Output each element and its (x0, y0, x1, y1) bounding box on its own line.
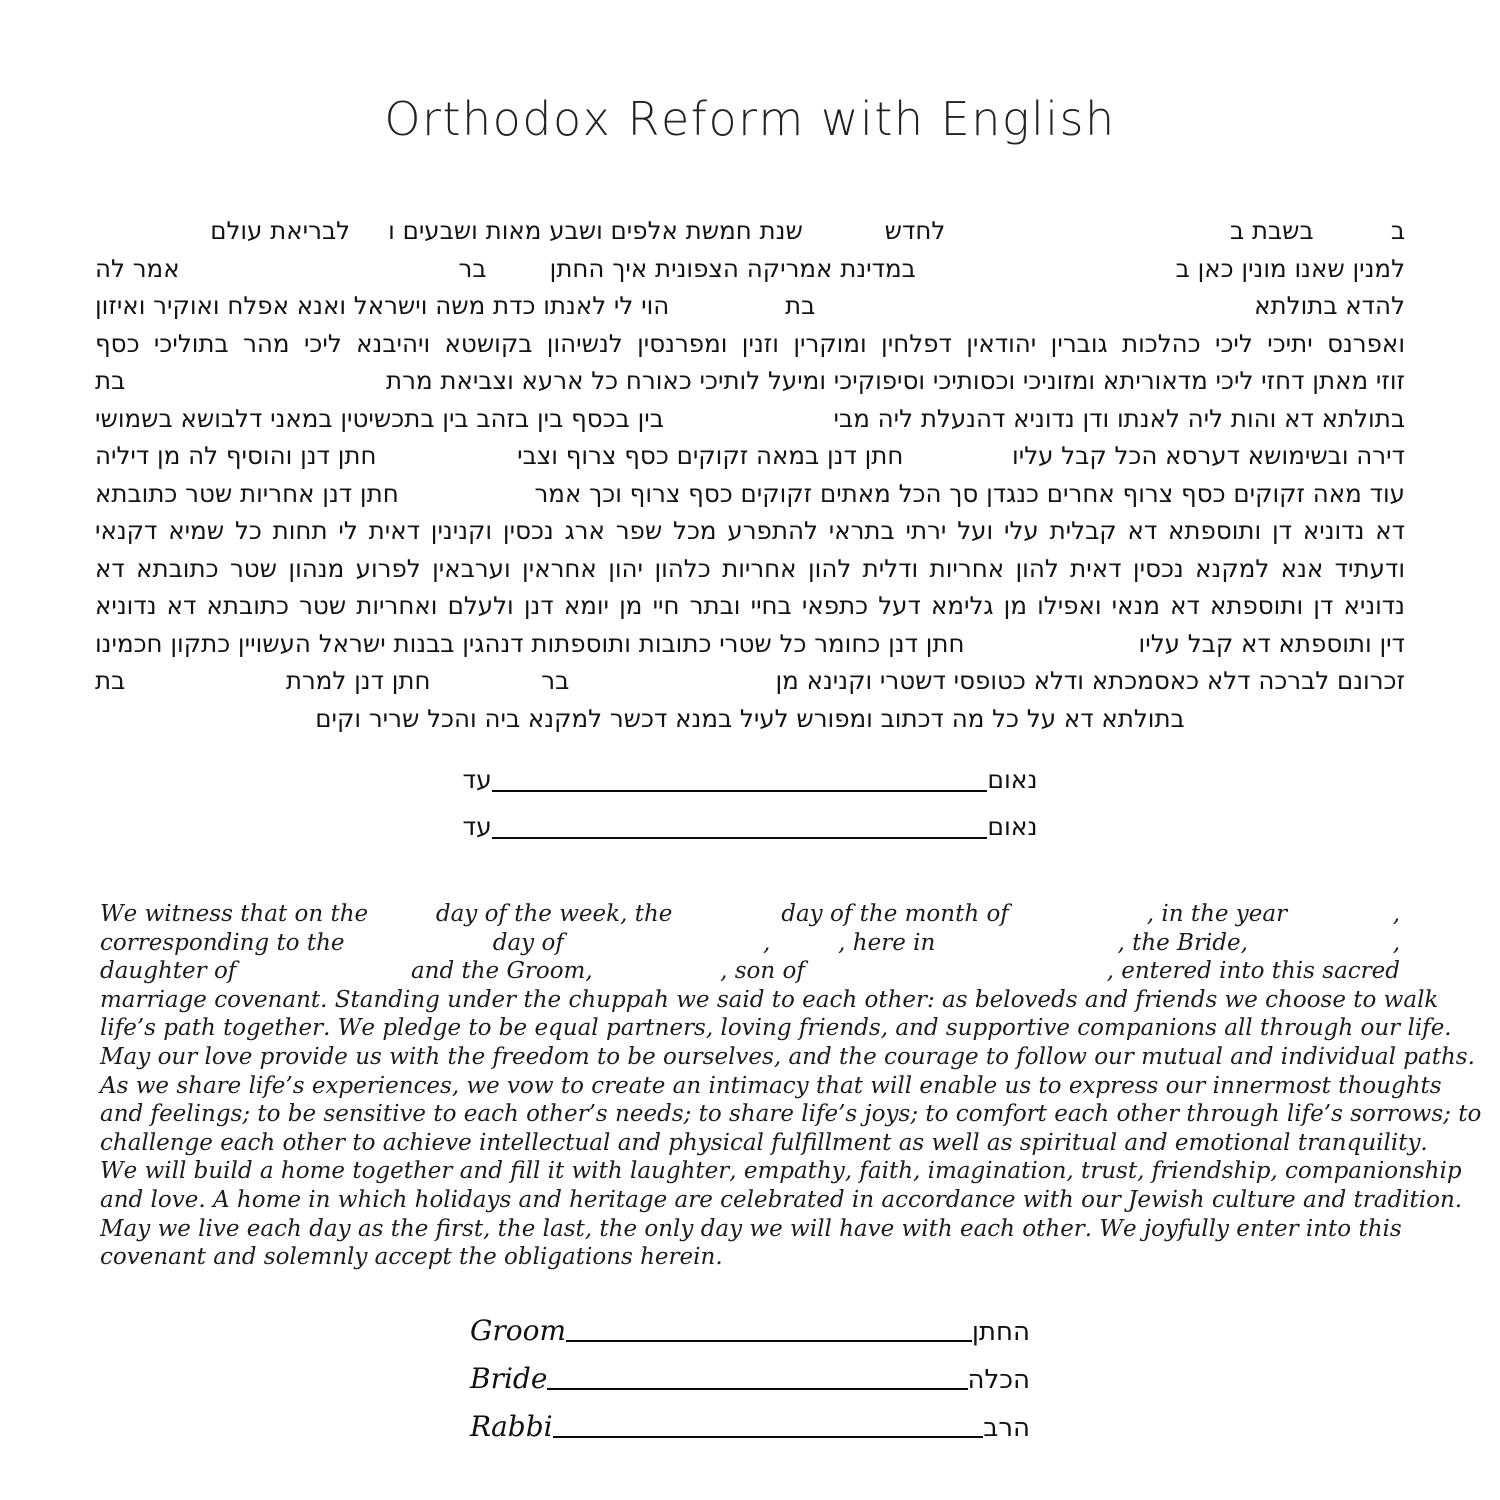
fill-in-blank (805, 977, 1107, 978)
english-text-segment: and love. A home in which holidays and heritage are celebrated in accordance with our Jewish culture and tradition. (100, 1186, 1463, 1213)
hebrew-text-segment: בת (95, 366, 126, 395)
english-covenant-line (100, 1186, 1463, 1215)
fill-in-blank (916, 276, 1176, 277)
english-text-segment: challenge each other to achieve intellectual and physical fulfillment as well as spiritual and emotional tranquility. (100, 1129, 1428, 1156)
hebrew-contract-line (95, 362, 1405, 400)
fill-in-blank (180, 276, 459, 277)
hebrew-text-segment: בשבת ב (1229, 216, 1314, 245)
bride-signature-row (470, 1361, 1030, 1395)
witness-naum-label: נאום (987, 812, 1038, 841)
english-text-segment: , (1392, 901, 1400, 927)
hebrew-text-segment: דא נדוניא דן ותוספתא דא קבלית עלי ועל ירתי בתראי להתפרע מכל שפר ארג נכסין וקנינין דאית לי תחות כל שמיא דקנאי (95, 516, 1405, 545)
witness-naum-label: נאום (987, 765, 1038, 794)
hebrew-text-segment: הוי לי לאנתו כדת משה וישראל ואנא אפלח ואוקיר ואיזון (95, 291, 670, 320)
english-text-segment: covenant and solemnly accept the obligations herein. (100, 1244, 723, 1271)
fill-in-blank (770, 949, 838, 950)
hebrew-text-segment: חתן דנן כחומר כל שטרי כתובות ותוספתות דנהגין בבנות ישראל העשויין כתקון חכמינו (95, 628, 965, 658)
hebrew-text-segment: חתן דנן אחריות שטר כתובתא (95, 478, 399, 508)
hebrew-contract-line (95, 437, 1405, 475)
fill-in-blank (1248, 949, 1393, 950)
witness-signature-line (492, 837, 988, 839)
fill-in-blank (564, 949, 763, 950)
rabbi-signature-row (470, 1409, 1030, 1443)
hebrew-text-segment: נדוניא דן ותוספתא דא מנאי ואפילו מן גלימא דעל כתפאי בחיי ובתר חיי מן יומא דנן ולעלם ואחריות שטר כתובתא דא נדוניא (95, 591, 1405, 620)
hebrew-text-segment: חתן דנן והוסיף לה מן דיליה (95, 441, 377, 470)
hebrew-text-segment: זכרונם לברכה דלא כאסמכתא ודלא כטופסי דשטרי וקנינא מן (775, 666, 1405, 695)
fill-in-blank (669, 313, 785, 314)
groom-hebrew-label: החתן (971, 1316, 1030, 1347)
english-covenant-line (100, 1100, 1482, 1129)
english-text-segment: marriage covenant. Standing under the chuppah we said to each other: as beloveds and friends we choose to walk (100, 986, 1439, 1013)
hebrew-text-segment: למנין שאנו מונין כאן ב (1175, 253, 1405, 283)
hebrew-text-segment: להדא בתולתא (1254, 291, 1405, 320)
hebrew-text-segment: שנת חמשת אלפים ושבע מאות ושבעים ו (388, 216, 803, 245)
hebrew-text-segment: בת (785, 291, 816, 320)
fill-in-blank (236, 977, 411, 978)
fill-in-blank (672, 920, 781, 921)
fill-in-blank (350, 238, 388, 239)
groom-label: Groom (470, 1313, 567, 1347)
witness-signature-row (463, 763, 1038, 797)
english-text-segment: , son of (720, 958, 805, 985)
english-covenant-line (100, 1129, 1428, 1158)
fill-in-blank (431, 688, 542, 689)
bride-signature-line (547, 1388, 967, 1390)
hebrew-text-segment: דין ותוספתא דא קבל עליו (1138, 628, 1405, 658)
english-text-segment: , (762, 929, 771, 956)
fill-in-blank (1009, 920, 1147, 921)
fill-in-blank (399, 501, 535, 502)
english-text-segment: , (1392, 929, 1400, 956)
witness-signature-row (463, 810, 1038, 844)
english-covenant-line (100, 986, 1439, 1015)
english-text-segment: We will build a home together and fill it with laughter, empathy, faith, imagination, trust, friendship, companionship (100, 1158, 1462, 1185)
witness-signature-section (463, 763, 1038, 844)
hebrew-text-segment: לחדש (884, 216, 946, 245)
english-text-segment: We witness that on the (100, 901, 369, 927)
fill-in-blank (593, 977, 720, 978)
witness-ed-label: עד (462, 765, 492, 794)
fill-in-blank (815, 313, 1254, 314)
witness-ed-label: עד (462, 812, 492, 841)
hebrew-contract-line (95, 662, 1405, 700)
fill-in-blank (368, 920, 436, 921)
hebrew-contract-line (95, 250, 1405, 288)
fill-in-blank (803, 238, 885, 239)
fill-in-blank (377, 463, 518, 464)
english-text-segment: day of the month of (781, 901, 1009, 927)
hebrew-text-segment: ואפרנס יתיכי ליכי כהלכות גוברין יהודאין דפלחין ומוקרין וזנין ומפרנסין לנשיהון בקושטא ויהיבנא ליכי מהר בתוליכי כסף (95, 328, 1405, 358)
english-covenant-text (100, 900, 1482, 1272)
fill-in-blank (125, 388, 386, 389)
hebrew-contract-line (95, 287, 1405, 325)
english-text-segment: , in the year (1146, 901, 1288, 927)
english-covenant-line (100, 1014, 1452, 1043)
hebrew-contract-line (95, 325, 1405, 363)
english-covenant-line (100, 957, 1400, 986)
english-text-segment: As we share life’s experiences, we vow to create an intimacy that will enable us to express our innermost thoughts (100, 1072, 1442, 1099)
fill-in-blank (569, 688, 775, 689)
english-text-segment: May we live each day as the first, the last, the only day we will have with each other. We joyfully enter into this (100, 1215, 1402, 1242)
hebrew-text-segment: אמר לה (95, 253, 180, 283)
hebrew-text-segment: חתן דנן למרת (285, 666, 431, 695)
fill-in-blank (345, 949, 493, 950)
hebrew-text-segment: בת (95, 666, 126, 695)
hebrew-contract-line (95, 512, 1405, 550)
hebrew-contract-line (95, 400, 1405, 438)
english-covenant-line (100, 1243, 1400, 1272)
rabbi-label: Rabbi (470, 1409, 553, 1443)
english-text-segment: , the Bride, (1117, 929, 1248, 956)
hebrew-contract-line (95, 550, 1405, 588)
english-text-segment: life’s path together. We pledge to be equal partners, loving friends, and supportive companions all through our life. (100, 1015, 1452, 1042)
hebrew-contract-line (95, 212, 1405, 250)
hebrew-contract-line (95, 700, 1405, 738)
fill-in-blank (95, 238, 210, 239)
english-text-segment: , entered into this sacred (1106, 958, 1400, 985)
rabbi-signature-line (553, 1436, 984, 1438)
page-title: Orthodox Reform with English (384, 92, 1116, 146)
english-text-segment: corresponding to the (100, 929, 345, 956)
groom-signature-row (470, 1313, 1030, 1347)
english-text-segment: May our love provide us with the freedom to be ourselves, and the courage to follow our mutual and individual paths. (100, 1043, 1475, 1070)
fill-in-blank (965, 651, 1139, 652)
hebrew-text-segment: בין בכסף בין בזהב בין בתכשיטין במאני דלבושא בשמושי (95, 403, 664, 433)
hebrew-contract-line (95, 625, 1405, 663)
hebrew-text-segment: בתולתא דא על כל מה דכתוב ומפורש לעיל במנא דכשר למקנא ביה והכל שריר וקים (315, 703, 1185, 733)
hebrew-text-segment: בר (541, 666, 570, 695)
hebrew-text-segment: לבריאת עולם (210, 216, 351, 245)
hebrew-text-segment: בר (458, 253, 487, 283)
fill-in-blank (903, 463, 1012, 464)
bride-hebrew-label: הכלה (967, 1364, 1030, 1395)
hebrew-text-segment: זוזי מאתן דחזי ליכי מדאוריתא ומזוניכי וכסותיכי וסיפוקיכי ומיעל לותיכי כאורח כל ארעא וצביאת מרת (386, 366, 1405, 395)
fill-in-blank (125, 688, 286, 689)
english-text-segment: , here in (838, 929, 936, 956)
fill-in-blank (1287, 920, 1393, 921)
hebrew-text-segment: חתן דנן במאה זקוקים כסף צרוף וצבי (517, 441, 904, 470)
signature-section (470, 1313, 1030, 1443)
english-covenant-line (100, 1043, 1475, 1072)
fill-in-blank (935, 949, 1117, 950)
hebrew-contract-line (95, 475, 1405, 513)
hebrew-contract-line (95, 587, 1405, 625)
hebrew-contract-text (95, 212, 1405, 737)
hebrew-text-segment: דירה ובשימושא דערסא הכל קבל עליו (1012, 441, 1405, 470)
english-text-segment: daughter of (100, 958, 237, 985)
hebrew-text-segment: בתולתא דא והות ליה לאנתו ודן נדוניא דהנעלת ליה מבי (833, 403, 1405, 433)
fill-in-blank (1314, 238, 1391, 239)
fill-in-blank (486, 276, 549, 277)
english-text-segment: day of (492, 929, 564, 956)
english-covenant-line (100, 929, 1400, 958)
bride-label: Bride (470, 1361, 548, 1395)
english-covenant-line (100, 1072, 1442, 1101)
english-text-segment: day of the week, the (435, 901, 673, 927)
hebrew-text-segment: ודעתיד אנא למקנא נכסין דאית להון אחריות ודלית להון אחריות כלהון יהון אחראין וערבאין לפרוע מנהון שטר כתובתא דא (95, 553, 1405, 583)
english-covenant-line (100, 1215, 1400, 1244)
english-text-segment: and the Groom, (410, 958, 593, 985)
english-covenant-line (100, 1157, 1462, 1186)
fill-in-blank (945, 238, 1230, 239)
rabbi-hebrew-label: הרב (983, 1412, 1030, 1443)
english-text-segment: and feelings; to be sensitive to each other’s needs; to share life’s joys; to comfort each other through life’s sorrows; to (100, 1101, 1482, 1128)
witness-signature-line (492, 790, 988, 792)
fill-in-blank (664, 426, 834, 427)
hebrew-text-segment: ב (1390, 216, 1405, 245)
hebrew-text-segment: עוד מאה זקוקים כסף צרוף אחרים כנגדן סך הכל מאתים זקוקים כסף צרוף וכך אמר (534, 478, 1405, 508)
english-covenant-line (100, 900, 1400, 929)
groom-signature-line (566, 1340, 972, 1342)
hebrew-text-segment: במדינת אמריקה הצפונית איך החתן (549, 253, 916, 283)
